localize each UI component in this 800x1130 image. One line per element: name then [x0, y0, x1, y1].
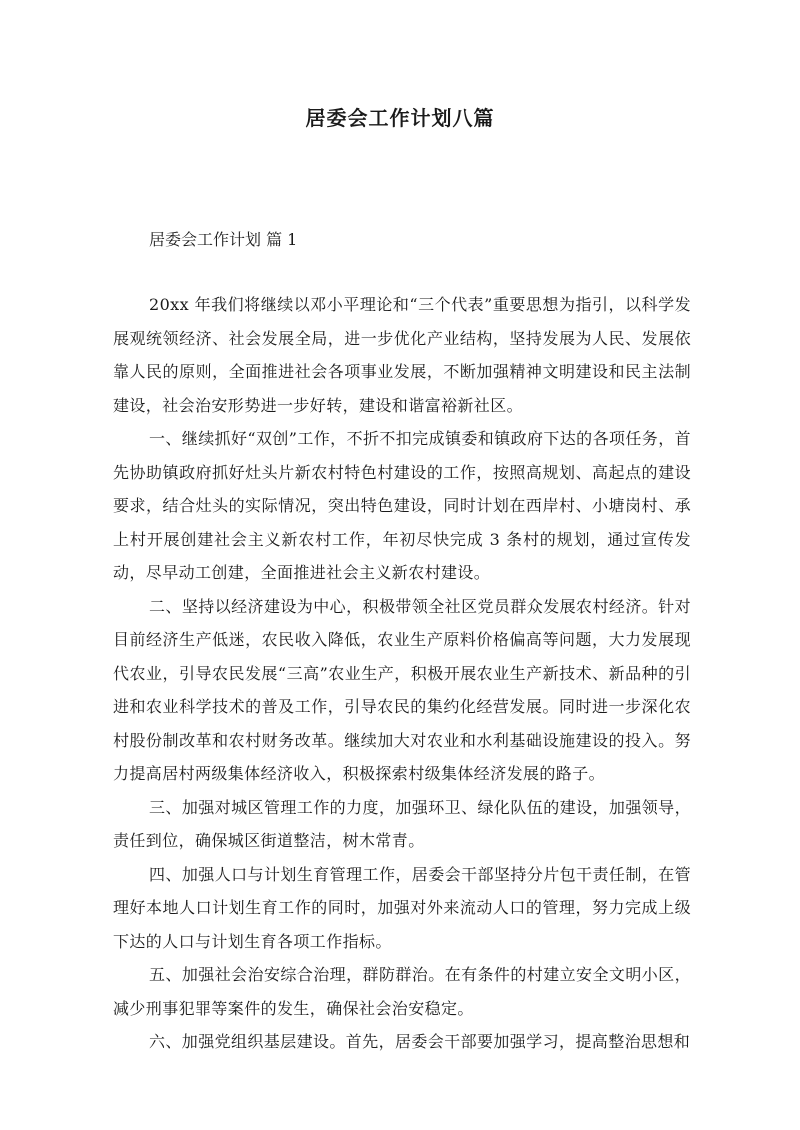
- paragraph-item-6: 六、加强党组织基层建设。首先，居委会干部要加强学习，提高整治思想和: [149, 1032, 691, 1051]
- paragraph-item-2: 二、坚持以经济建设为中心，积极带领全社区党员群众发展农村经济。针对目前经济生产低迷，农民收入降低，农业生产原料价格偏高等问题，大力发展现代农业，引导农民发展“三高”农业生产，积极开展农业生产新技术、新品种的引进和农业科学技术的普及工作，引导农民的集约化经营发展。同时进一步深化农村股份制改革和农村财务改革。继续加大对农业和水利基础设施建设的投入。努力提高居村两级集体经济收入，积极探索村级集体经济发展的路子。: [113, 596, 691, 783]
- paragraph-item-4: 四、加强人口与计划生育管理工作，居委会干部坚持分片包干责任制，在管理好本地人口计划生育工作的同时，加强对外来流动人口的管理，努力完成上级下达的人口与计划生育各项工作指标。: [113, 864, 691, 951]
- paragraph-item-1: 一、继续抓好“双创”工作，不折不扣完成镇委和镇政府下达的各项任务，首先协助镇政府抓好灶头片新农村特色村建设的工作，按照高规划、高起点的建设要求，结合灶头的实际情况，突出特色建设，同时计划在西岸村、小塘岗村、承上村开展创建社会主义新农村工作，年初尽快完成 3 条村的规划，通过宣传发动，尽早动工创建，全面推进社会主义新农村建设。: [113, 429, 691, 582]
- section-heading: 居委会工作计划 篇 1: [149, 230, 298, 249]
- paragraph-intro: 20xx 年我们将继续以邓小平理论和“三个代表”重要思想为指引，以科学发展观统领经济、社会发展全局，进一步优化产业结构，坚持发展为人民、发展依靠人民的原则，全面推进社会各项事业发展，不断加强精神文明建设和民主法制建设，社会治安形势进一步好转，建设和谐富裕新社区。: [113, 295, 691, 415]
- paragraph-item-5: 五、加强社会治安综合治理，群防群治。在有条件的村建立安全文明小区，减少刑事犯罪等案件的发生，确保社会治安稳定。: [113, 965, 691, 1018]
- paragraph-item-3: 三、加强对城区管理工作的力度，加强环卫、绿化队伍的建设，加强领导，责任到位，确保城区街道整洁，树木常青。: [113, 797, 691, 850]
- document-title: 居委会工作计划八篇: [305, 106, 495, 130]
- document-body: [113, 288, 691, 1059]
